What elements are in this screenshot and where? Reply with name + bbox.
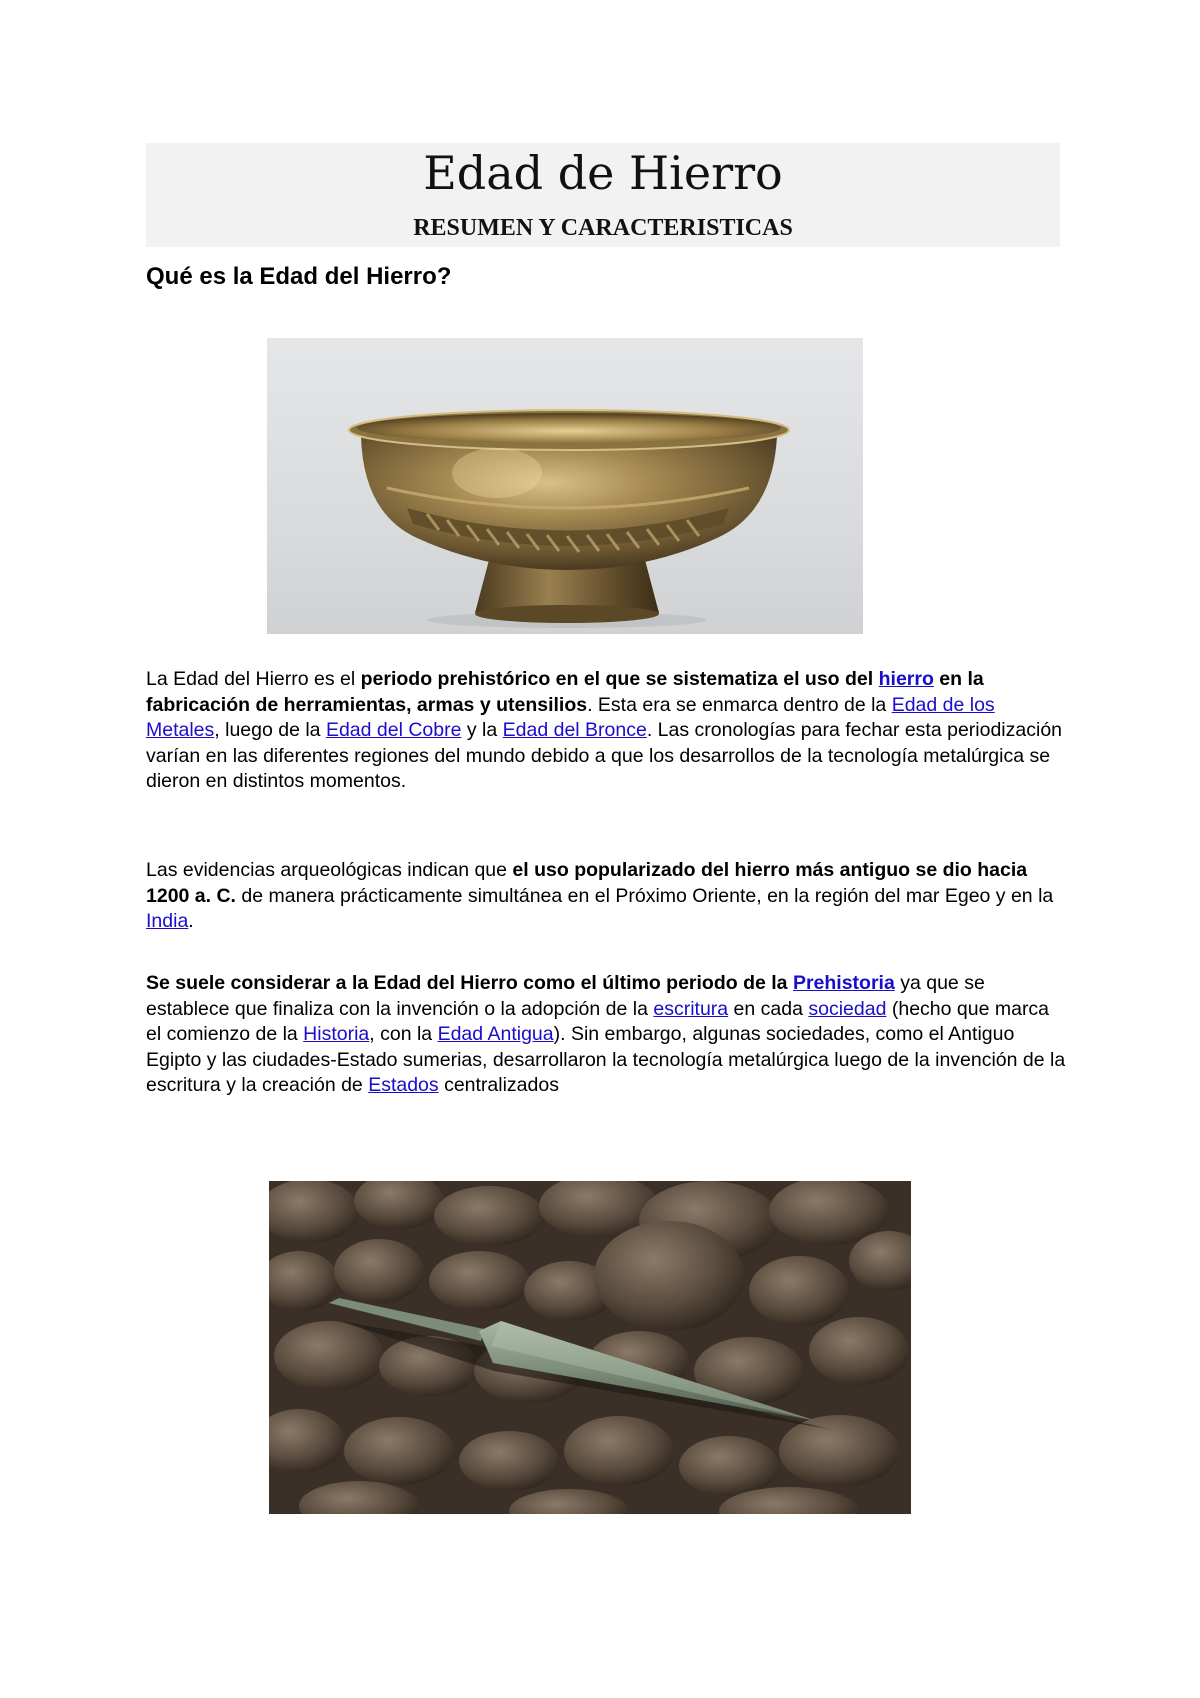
paragraph-definition bbox=[146, 667, 1066, 795]
text-span: . Esta era se enmarca dentro de la bbox=[587, 693, 892, 716]
bronze-bowl-image bbox=[267, 338, 863, 634]
link-prehistoria[interactable]: Prehistoria bbox=[792, 972, 895, 994]
link-edad-cobre[interactable]: Edad del Cobre bbox=[325, 719, 462, 741]
text-span: centralizados bbox=[438, 1074, 559, 1096]
text-span: , con la bbox=[369, 1023, 438, 1045]
text-span: de manera prácticamente simultánea en el Próximo Oriente, en la región del mar Egeo y en la bbox=[235, 884, 1054, 907]
bold-text: Se suele considerar a la Edad del Hierro como el último periodo de la bbox=[146, 972, 793, 994]
link-hierro[interactable]: hierro bbox=[878, 668, 934, 690]
document-title: Edad de Hierro bbox=[423, 146, 783, 200]
text-span: . Las cronologías para fechar esta periodización varían en las diferentes regiones del mundo debido a que los desarrollos de la tecnología metalúrgica se dieron en distintos momentos. bbox=[146, 719, 1063, 792]
link-sociedad[interactable]: sociedad bbox=[808, 997, 887, 1020]
link-india[interactable]: India bbox=[146, 910, 189, 932]
document-subtitle: RESUMEN Y CARACTERISTICAS bbox=[413, 215, 793, 241]
text-span: (hecho que marca el comienzo de la bbox=[146, 997, 1050, 1045]
link-historia[interactable]: Historia bbox=[303, 1023, 370, 1045]
paragraph-evidence bbox=[146, 858, 1066, 935]
section-heading: Qué es la Edad del Hierro? bbox=[146, 263, 452, 290]
paragraph-prehistory bbox=[146, 971, 1066, 1099]
text-span: . bbox=[188, 910, 194, 932]
bold-text: en la fabricación de herramientas, armas y utensilios bbox=[146, 668, 984, 716]
link-edad-bronce[interactable]: Edad del Bronce bbox=[502, 719, 647, 741]
bold-text: el uso popularizado del hierro más antiguo se dio hacia 1200 a. C. bbox=[146, 859, 1028, 907]
title-banner bbox=[146, 143, 1060, 247]
text-span: , luego de la bbox=[214, 719, 326, 741]
text-span: ). Sin embargo, algunas sociedades, como el Antiguo Egipto y las ciudades-Estado sumerias, desarrollaron la tecnología metalúrgica luego de la invención de la escritura y la creación de bbox=[146, 1023, 1066, 1096]
link-edad-metales[interactable]: Edad de los Metales bbox=[146, 693, 995, 741]
text-span: Las evidencias arqueológicas indican que bbox=[146, 859, 513, 881]
bronze-bowl-icon bbox=[267, 338, 863, 634]
text-span: ya que se establece que finaliza con la invención o la adopción de la bbox=[146, 972, 985, 1020]
link-edad-antigua[interactable]: Edad Antigua bbox=[437, 1023, 554, 1045]
text-span: y la bbox=[461, 719, 503, 741]
bold-text: periodo prehistórico en el que se sistematiza el uso del bbox=[360, 668, 879, 690]
link-escritura[interactable]: escritura bbox=[653, 997, 729, 1020]
spearhead-icon bbox=[269, 1181, 911, 1514]
text-span: La Edad del Hierro es el bbox=[146, 668, 361, 690]
text-span: en cada bbox=[728, 997, 809, 1020]
spearhead-image bbox=[269, 1181, 911, 1514]
link-estados[interactable]: Estados bbox=[368, 1074, 439, 1096]
